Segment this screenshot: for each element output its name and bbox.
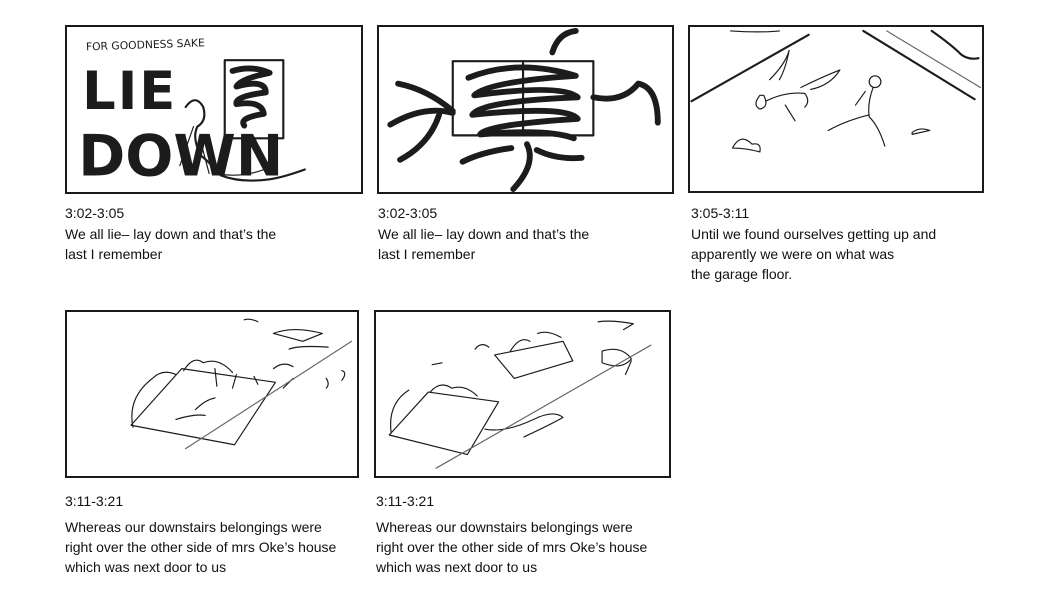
- panel-3-description: [691, 224, 1001, 284]
- garage-floor-sketch: [690, 27, 982, 191]
- description-line: Until we found ourselves getting up and: [691, 226, 937, 242]
- description-line: which was next door to us: [65, 559, 227, 575]
- panel-1-description: [65, 224, 375, 264]
- description-line: We all lie– lay down and that’s the: [65, 226, 277, 242]
- lie-down-sketch: [67, 27, 361, 192]
- description-line: the garage floor.: [691, 266, 793, 282]
- panel-1-timecode: 3:02-3:05: [65, 205, 125, 221]
- panel-2-timecode: 3:02-3:05: [378, 205, 438, 221]
- description-line: apparently we were on what was: [691, 246, 895, 262]
- description-line: We all lie– lay down and that’s the: [378, 226, 590, 242]
- scribbled-window-sketch: [379, 27, 672, 192]
- description-line: right over the other side of mrs Oke’s house: [65, 539, 337, 555]
- panel-2-frame: [377, 25, 674, 194]
- description-line: right over the other side of mrs Oke’s house: [376, 539, 648, 555]
- scattered-belongings-alt-sketch: [376, 312, 669, 476]
- description-line: last I remember: [378, 246, 476, 262]
- description-line: which was next door to us: [376, 559, 538, 575]
- panel-5-description: [376, 517, 686, 577]
- description-line: last I remember: [65, 246, 163, 262]
- panel-3-timecode: 3:05-3:11: [691, 205, 750, 221]
- panel-2-description: [378, 224, 688, 264]
- scattered-belongings-sketch: [67, 312, 357, 476]
- description-line: Whereas our downstairs belongings were: [376, 519, 633, 535]
- panel-4-description: [65, 517, 375, 577]
- panel-5-timecode: 3:11-3:21: [376, 493, 435, 509]
- description-line: Whereas our downstairs belongings were: [65, 519, 322, 535]
- panel-5-frame: [374, 310, 671, 478]
- sketch-word-lie: LIE: [82, 61, 178, 123]
- panel-1-frame: [65, 25, 363, 194]
- sketch-caption: FOR GOODNESS SAKE: [85, 36, 205, 54]
- panel-4-frame: [65, 310, 359, 478]
- panel-4-timecode: 3:11-3:21: [65, 493, 124, 509]
- sketch-word-down: DOWN: [78, 123, 284, 190]
- panel-3-frame: [688, 25, 984, 193]
